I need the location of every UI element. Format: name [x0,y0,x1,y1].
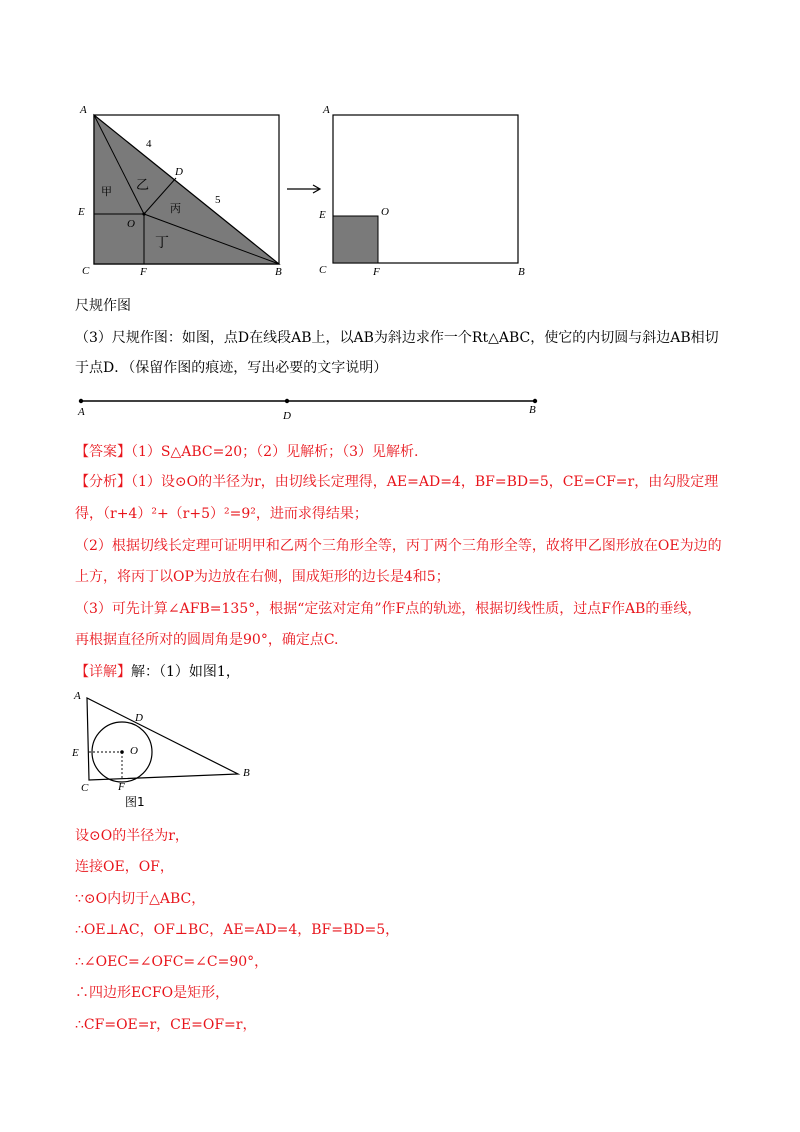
analysis-line2: 得，（r+4）²+（r+5）²=9²，进而求得结果； [75,506,368,522]
region-ding: 丁 [155,235,169,251]
label-A2: A [323,104,330,116]
fig1-caption: 图1 [125,795,145,809]
detail-step-6: ∴四边形ECFO是矩形， [75,985,230,1001]
analysis-line4: 上方，将丙丁以OP为边放在右侧，围成矩形的边长是4和5； [75,569,450,585]
label-length-4: 4 [146,138,152,150]
segment-label-B: B [529,404,536,416]
label-length-5: 5 [215,194,221,206]
figure-1 [70,690,270,810]
figure-rearranged [325,100,535,275]
analysis-line1 [75,472,718,492]
label-O2: O [381,206,389,218]
fig1-label-F: F [118,781,125,793]
label-E2: E [319,209,326,221]
label-D: D [175,166,183,178]
analysis-text-1: （1）设⊙O的半径为r，由切线长定理得，AE=AD=4，BF=BD=5，CE=CF=r，由勾股定理 [131,474,719,490]
label-F: F [140,266,147,278]
label-F2: F [373,266,380,278]
answer-tag: 【答案】 [75,444,131,460]
fig1-label-D: D [135,712,143,724]
label-B2: B [518,266,525,278]
detail-step-4: ∴OE⊥AC，OF⊥BC，AE=AD=4，BF=BD=5， [75,922,400,938]
detail-step-1: 设⊙O的半径为r， [75,828,189,844]
fig1-label-O: O [130,745,138,757]
detail-tag: 【详解】 [75,664,131,680]
answer-text: （1）S△ABC=20；（2）见解析；（3）见解析. [131,444,419,460]
section-caption: 尺规作图 [75,298,131,314]
fig1-label-C: C [81,782,89,794]
detail-line [75,662,240,682]
segment-label-D: D [283,410,291,422]
region-jia: 甲 [101,185,112,198]
region-yi: 乙 [136,178,150,193]
analysis-line3: （2）根据切线长定理可证明甲和乙两个三角形全等，丙丁两个三角形全等，故将甲乙图形放在OE为边的 [75,538,722,554]
detail-step-7: ∴CF=OE=r，CE=OF=r， [75,1017,257,1033]
region-bing: 丙 [170,202,181,215]
question3-line2: 于点D．（保留作图的痕迹，写出必要的文字说明） [75,360,388,376]
label-C: C [82,265,90,277]
label-C2: C [319,264,327,276]
label-A: A [80,104,87,116]
fig1-label-E: E [72,747,79,759]
label-E: E [78,206,85,218]
arrow-right-icon [285,182,325,196]
detail-step-5: ∴∠OEC=∠OFC=∠C=90°， [75,954,269,970]
segment-label-A: A [78,406,85,418]
label-B: B [275,266,282,278]
analysis-tag: 【分析】 [75,474,131,490]
fig1-label-A: A [74,690,81,702]
detail-step-3: ∵⊙O内切于△ABC， [75,891,206,907]
question3-line1: （3）尺规作图：如图，点D在线段AB上，以AB为斜边求作一个Rt△ABC，使它的内切圆与斜边AB相切 [75,330,719,346]
analysis-line5: （3）可先计算∠AFB=135°，根据“定弦对定角”作F点的轨迹，根据切线性质，过点F作AB的垂线， [75,601,702,617]
segment-figure [75,394,545,410]
answer-line [75,442,418,462]
detail-step-2: 连接OE，OF， [75,859,174,875]
fig1-label-B: B [243,767,250,779]
detail-intro: 解：（1）如图1， [131,664,240,680]
analysis-line6: 再根据直径所对的圆周角是90°，确定点C. [75,632,339,648]
label-O: O [127,218,135,230]
